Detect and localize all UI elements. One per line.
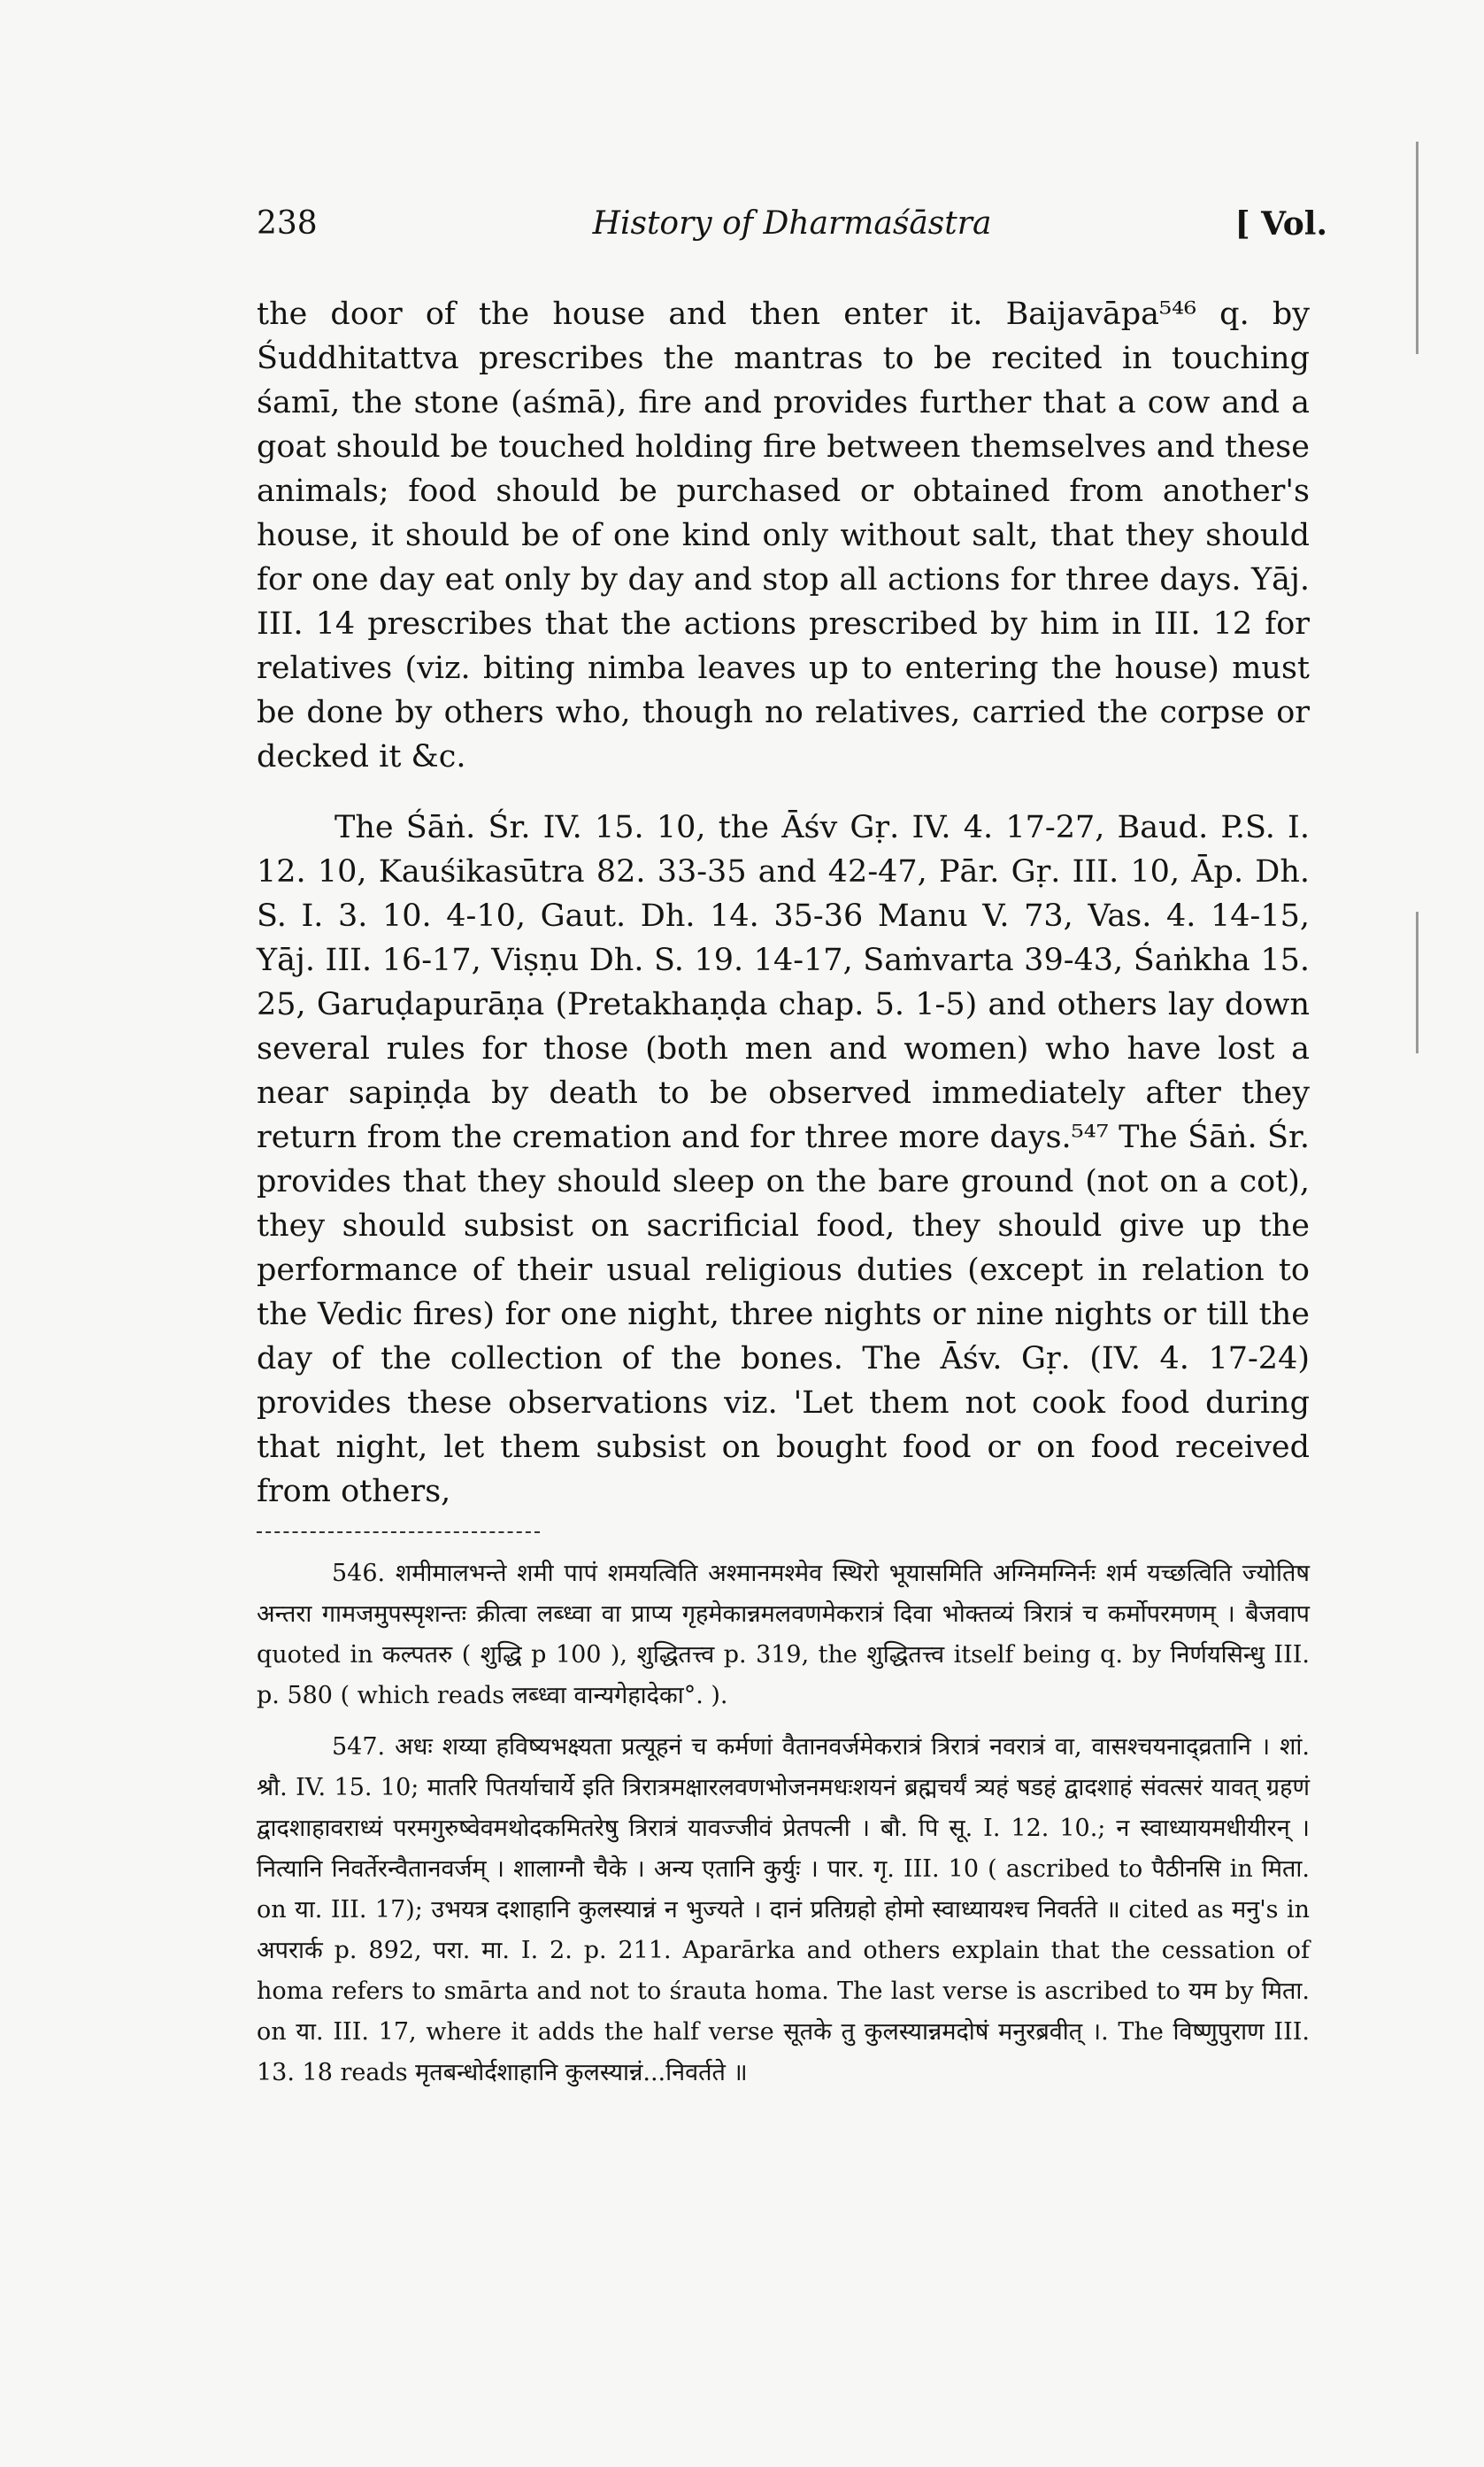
footnotes — [257, 1553, 1310, 2104]
running-title: History of Dharmaśāstra — [592, 205, 992, 242]
footnote-546 — [257, 1553, 1310, 1716]
volume-label: [ Vol. — [1234, 205, 1327, 243]
paragraph-mourning-rules: The Śāṅ. Śr. IV. 15. 10, the Āśv Gṛ. IV. 4. 17-27, Baud. P.S. I. 12. 10, Kauśikasūtra 82. 33-35 and 42-47, Pār. Gṛ. III. 10, Āp. Dh. S. I. 3. 10. 4-10, Gaut. Dh. 14. 35-36 Manu V. 73, Vas. 4. 14-15, Yāj. III. 16-17, Viṣṇu Dh. S. 19. 14-17, Saṁvarta 39-43, Śaṅkha 15. 25, Garuḍapurāṇa (Pretakhaṇḍa chap. 5. 1-5) and others lay down several rules for those (both men and women) who have lost a near sapiṇḍa by death to be observed immediately after they return from the cremation and for three more days.⁵⁴⁷ The Śāṅ. Śr. provides that they should sleep on the bare ground (not on a cot), they should subsist on sacrificial food, they should give up the performance of their usual religious duties (except in relation to the Vedic fires) for one night, three nights or nine nights or till the day of the collection of the bones. The Āśv. Gṛ. (IV. 4. 17-24) provides these observations viz. 'Let them not cook food during that night, let them subsist on bought food or on food received from others, — [257, 810, 1310, 1509]
running-header — [257, 205, 1327, 258]
footnote-number: 546. — [332, 1560, 386, 1587]
scan-edge-mark — [1416, 142, 1419, 354]
footnote-547 — [257, 1727, 1310, 2093]
main-text — [257, 292, 1310, 1514]
footnote-text: शमीमालभन्ते शमी पापं शमयत्विति अश्मानमश्मेव स्थिरो भूयासमिति अग्निमग्निर्नः शर्म यच्छत्विति ज्योतिष अन्तरा गामजमुपस्पृशन्तः क्रीत्वा लब्ध्वा वा प्राप्य गृहमेकान्नमलवणमेकरात्रं दिवा भोक्तव्यं त्रिरात्रं च कर्मोपरमणम् । बैजवाप quoted in कल्पतरु ( शुद्धि p 100 ), शुद्धितत्त्व p. 319, the शुद्धितत्त्व itself being q. by निर्णयसिन्धु III. p. 580 ( which reads लब्ध्वा वान्यगेहादेका°. ). — [257, 1560, 1310, 1709]
footnote-text: अधः शय्या हविष्यभक्ष्यता प्रत्यूहनं च कर्मणां वैतानवर्जमेकरात्रं त्रिरात्रं नवरात्रं वा, वासश्चयनाद्व्रतानि । शां. श्रौ. IV. 15. 10; मातरि पितर्याचार्ये इति त्रिरात्रमक्षारलवणभोजनमधःशयनं ब्रह्मचर्यं त्र्यहं षडहं द्वादशाहं संवत्सरं यावत् ग्रहणं द्वादशाहावराध्यं परमगुरुष्वेवमथोदकमितरेषु त्रिरात्रं यावज्जीवं प्रेतपत्नी । बौ. पि सू. I. 12. 10.; न स्वाध्यायमधीयीरन् । नित्यानि निवर्तेरन्वैतानवर्जम् । शालाग्नौ चैके । अन्य एतानि कुर्युः । पार. गृ. III. 10 ( ascribed to पैठीनसि in मिता. on या. III. 17); उभयत्र दशाहानि कुलस्यान्नं न भुज्यते । दानं प्रतिग्रहो होमो स्वाध्यायश्च निवर्तते ॥ cited as मनु's in अपरार्क p. 892, परा. मा. I. 2. p. 211. Aparārka and others explain that the cessation of homa refers to smārta and not to śrauta homa. The last verse is ascribed to यम by मिता. on या. III. 17, where it adds the half verse सूतके तु कुलस्यान्नमदोषं मनुरब्रवीत् ।. The विष्णुपुराण III. 13. 18 reads मृतबन्धोर्दशाहानि कुलस्यान्नं...निवर्तते ॥ — [257, 1733, 1310, 2086]
paragraph-continuation: the door of the house and then enter it. Baijavāpa⁵⁴⁶ q. by Śuddhitattva prescribes the mantras to be recited in touching śamī, the stone (aśmā), fire and provides further that a cow and a goat should be touched holding fire between themselves and these animals; food should be purchased or obtained from another's house, it should be of one kind only without salt, that they should for one day eat only by day and stop all actions for three days. Yāj. III. 14 prescribes that the actions prescribed by him in III. 12 for relatives (viz. biting nimba leaves up to entering the house) must be done by others who, though no relatives, carried the corpse or decked it &c. — [257, 297, 1310, 775]
footnote-number: 547. — [332, 1733, 386, 1761]
footnote-separator — [257, 1531, 540, 1533]
scan-edge-mark — [1416, 912, 1419, 1053]
page-number: 238 — [257, 205, 318, 242]
